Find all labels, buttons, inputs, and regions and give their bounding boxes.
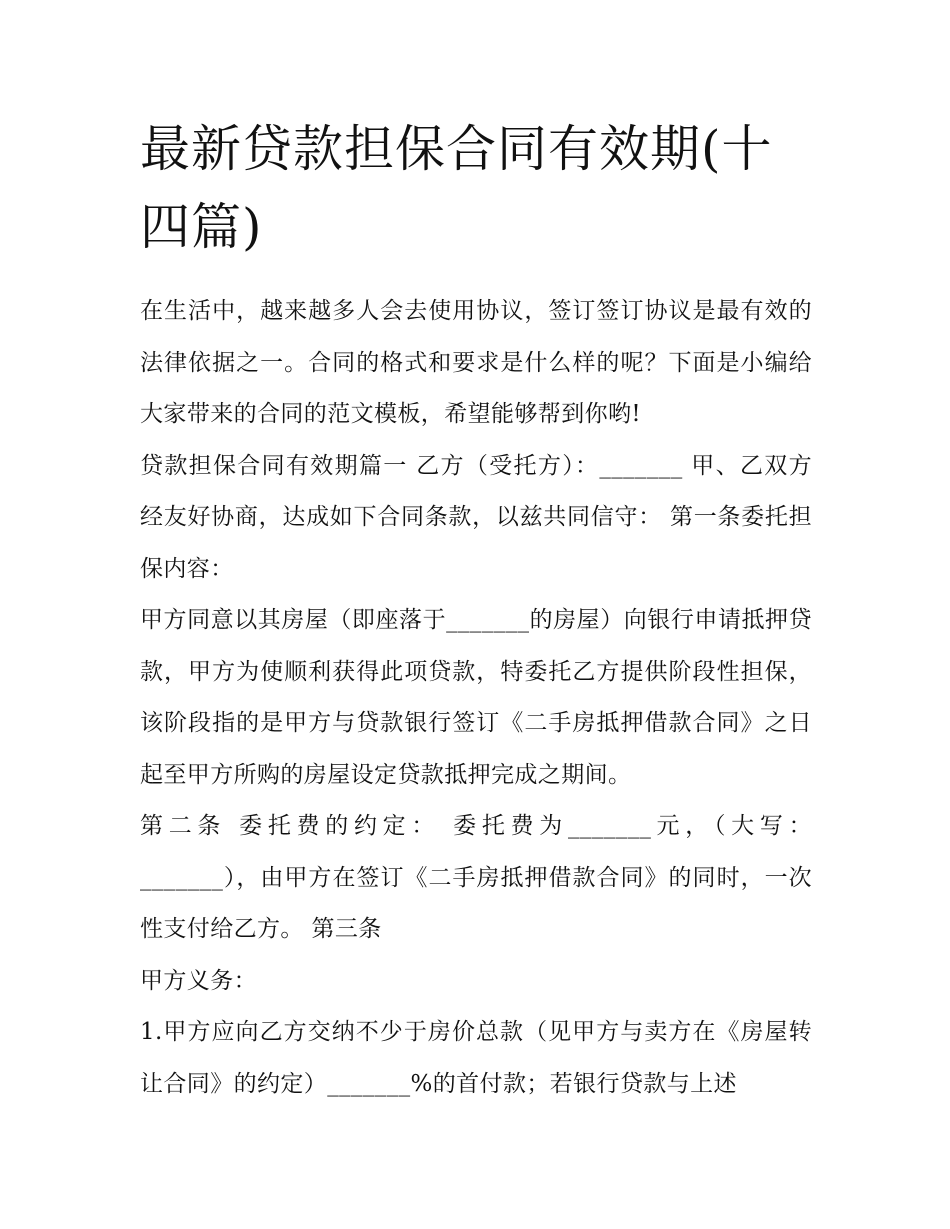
paragraph-intro: 在生活中，越来越多人会去使用协议，签订签订协议是最有效的法律依据之一。合同的格式和要求是什么样的呢？下面是小编给大家带来的合同的范文模板，希望能够帮到你哟!	[140, 298, 812, 427]
paragraph-article-2: 第二条 委托费的约定： 委托费为_______元，（大写：_______），由甲方在签订《二手房抵押借款合同》的同时，一次性支付给乙方。 第三条	[140, 813, 812, 942]
paragraph-article-1: 贷款担保合同有效期篇一 乙方（受托方）：_______ 甲、乙双方经友好协商，达成如下合同条款，以兹共同信守： 第一条委托担保内容：	[140, 452, 812, 582]
paragraph-party-a-duties-heading: 甲方义务：	[140, 967, 257, 994]
paragraph-guarantee-content: 甲方同意以其房屋（即座落于_______的房屋）向银行申请抵押贷款，甲方为使顺利获得此项贷款，特委托乙方提供阶段性担保，该阶段指的是甲方与贷款银行签订《二手房抵押借款合同》之日起至甲方所购的房屋设定贷款抵押完成之期间。	[140, 607, 812, 788]
paragraph-duty-1: 1.甲方应向乙方交纳不少于房价总款（见甲方与卖方在《房屋转让合同》的约定）_______%的首付款；若银行贷款与上述	[140, 1019, 812, 1097]
document-page	[140, 110, 812, 1110]
document-title: 最新贷款担保合同有效期(十四篇)	[140, 120, 773, 256]
